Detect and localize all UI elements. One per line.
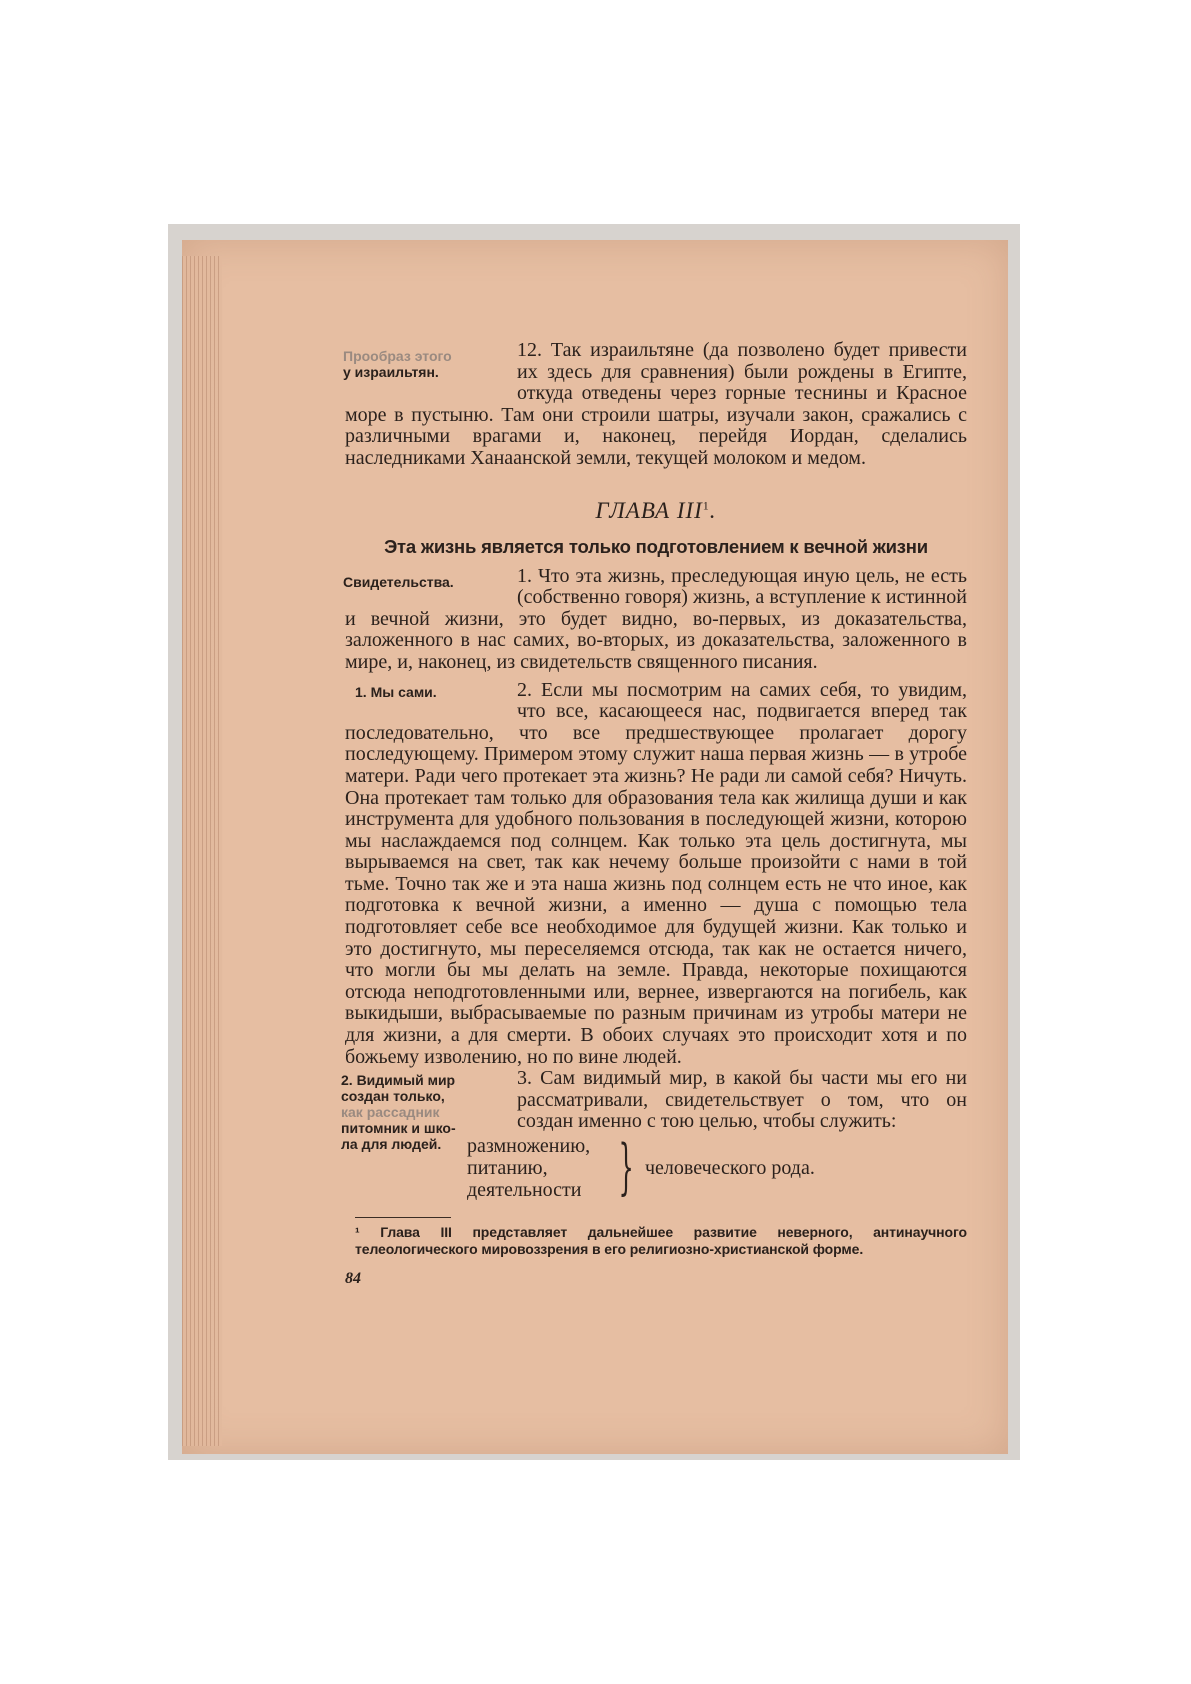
brace-list-items	[467, 1135, 590, 1201]
brace-list-item: размножению,	[467, 1135, 591, 1157]
paragraph-12-block	[345, 340, 967, 470]
chapter-title: ГЛАВА III	[595, 497, 703, 523]
page-edge-stack	[182, 256, 222, 1446]
paragraph-3: 3. Сам видимый мир, в какой бы части мы его ни рассматривали, свидетельствует о том, что он создан именно с тою целью, чтобы служить:	[517, 1067, 967, 1133]
margin-note-testimonies: Свидетельства.	[343, 573, 454, 590]
right-brace-icon: }	[618, 1132, 634, 1202]
footnote: ¹ Глава III представляет дальнейшее развитие неверного, антинаучного телеологического мировоззрения в его религиозно-христианской форме.	[355, 1224, 967, 1257]
margin-note-line: 2. Видимый мир	[341, 1072, 456, 1089]
paragraph-2-block	[345, 680, 967, 1069]
chapter-heading: ГЛАВА III$^1$.	[595, 497, 717, 523]
brace-list-item: деятельности	[467, 1179, 582, 1201]
margin-note-ourselves: 1. Мы сами.	[355, 683, 437, 700]
paragraph-2: 2. Если мы посмотрим на самих себя, то увидим, что все, касающееся нас, подвигается вперед так последовательно, что все предшествующее пролагает дорогу последующему. Примером этому служит наша первая жизнь — в утробе матери. Ради чего протекает эта жизнь? Не ради ли самой себя? Ничуть. Она протекает там только для образования тела как жилища души и как инструмента для удобного пользования в последующей жизни, которою мы наслаждаемся под солнцем. Как только эта цель достигнута, мы вырываемся на свет, так как нечему больше произойти с нами в той тьме. Точно так же и эта наша жизнь под солнцем есть не что иное, как подготовка к вечной жизни, а именно — душа с помощью тела подготовляет себе все необходимое для будущей жизни. Как только и это достигнуто, мы переселяемся отсюда, так как не остается ничего, что могли бы мы делать на земле. Правда, некоторые похищаются отсюда неподготовленными или, вернее, извергаются на погибель, как выкидыши, выбрасываемые по разным причинам из утробы матери не для жизни, а для смерти. В обоих случаях это происходит хотя и по божьему изволению, но по вине людей.	[345, 678, 967, 1068]
brace-list-item: питанию,	[467, 1157, 548, 1179]
footnote-rule	[355, 1217, 451, 1218]
paragraph-1: 1. Что эта жизнь, преследующая иную цель, не есть (собственно говоря) жизнь, а вступление к истинной и вечной жизни, это будет видно, во-первых, из доказательства, заложенного в нас самих, во-вторых, из доказательства, заложенного в мире, и, наконец, из свидетельств священного писания.	[345, 564, 967, 673]
chapter-subtitle: Эта жизнь является только подготовлением к вечной жизни	[384, 535, 928, 557]
page-number: 84	[345, 1270, 361, 1287]
margin-note-prototype-main: Прообраз этого	[343, 348, 452, 364]
paragraph-12: 12. Так израильтяне (да позволено будет привести их здесь для сравнения) были рождены в Египте, откуда отведены через горные теснины и Красное море в пустыню. Там они строили шатры, изучали закон, сражались с различными врагами и, наконец, перейдя Иордан, сделались наследниками Ханаанской земли, текущей молоком и медом.	[345, 339, 967, 469]
brace-list-target: человеческого рода.	[645, 1157, 815, 1179]
margin-note-line: питомник и шко-	[341, 1120, 456, 1137]
margin-note-line: как рассадник	[341, 1104, 440, 1121]
margin-note-line: ла для людей.	[341, 1136, 442, 1153]
margin-note-prototype	[343, 348, 503, 380]
page-content	[341, 339, 967, 1288]
paragraph-1-block	[345, 566, 967, 674]
chapter-footnote-mark: 1	[702, 497, 710, 512]
margin-note-line: создан только,	[341, 1088, 445, 1105]
brace-list	[345, 1132, 967, 1209]
margin-note-prototype-rest: у израильтян.	[343, 364, 439, 380]
